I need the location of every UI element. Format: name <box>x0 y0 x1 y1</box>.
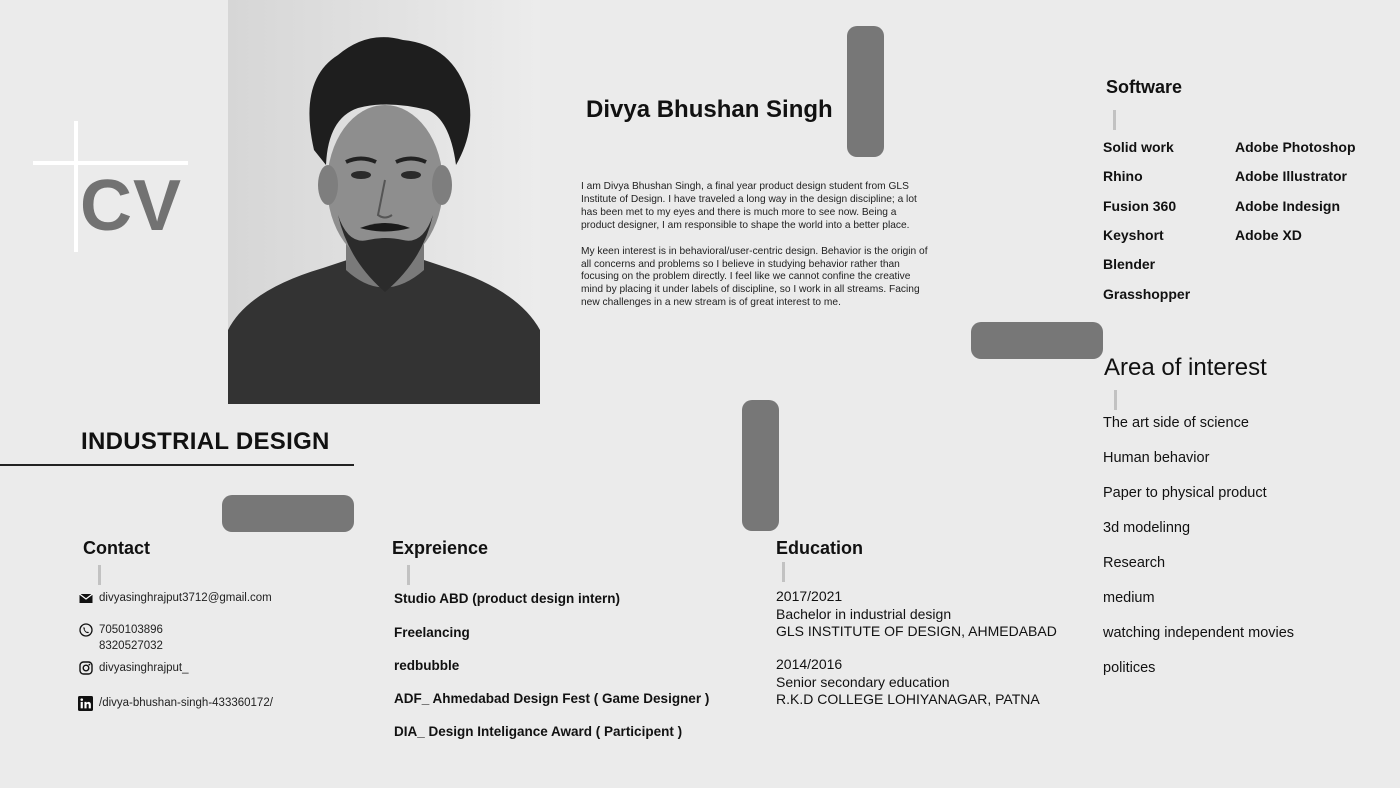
interest-item: medium <box>1103 590 1155 606</box>
discipline-title: INDUSTRIAL DESIGN <box>81 428 330 455</box>
instagram-icon <box>79 661 93 675</box>
linkedin-icon <box>78 696 93 711</box>
person-name: Divya Bhushan Singh <box>586 96 833 123</box>
heading-tick <box>98 565 101 585</box>
experience-heading: Expreience <box>392 538 489 558</box>
education-degree: Senior secondary education <box>776 673 950 690</box>
software-item: Keyshort <box>1103 227 1164 243</box>
software-item: Fusion 360 <box>1103 198 1177 214</box>
education-school: GLS INSTITUTE OF DESIGN, AHMEDABAD <box>776 623 1057 639</box>
contact-email[interactable] <box>79 590 272 606</box>
education-entry <box>776 588 1057 641</box>
interest-item: watching independent movies <box>1103 625 1295 641</box>
instagram-handle: divyasinghrajput_ <box>99 662 189 674</box>
software-item: Adobe Indesign <box>1235 198 1340 214</box>
phone-number: 8320527032 <box>99 640 163 652</box>
contact-linkedin[interactable] <box>78 695 273 711</box>
decorative-bar <box>971 322 1103 359</box>
profile-photo <box>228 0 540 404</box>
contact-heading: Contact <box>83 538 150 558</box>
heading-tick <box>1113 110 1116 130</box>
about-paragraph: I am Divya Bhushan Singh, a final year product design student from GLS Institute of Design. I have traveled a long way in the design discipline; a lot has been met to my eyes and there is much more to see now. Being a product designer, I am responsible to shape the world into a better place. <box>581 181 917 231</box>
decorative-bar <box>847 26 884 157</box>
education-degree: Bachelor in industrial design <box>776 605 952 622</box>
decorative-bar <box>742 400 779 531</box>
interest-item: Human behavior <box>1103 450 1210 466</box>
mail-icon <box>79 591 93 605</box>
linkedin-handle: /divya-bhushan-singh-433360172/ <box>99 697 273 709</box>
cv-horizontal-line <box>33 161 188 165</box>
decorative-bar <box>222 495 354 532</box>
education-years: 2017/2021 <box>776 588 843 604</box>
experience-item: ADF_ Ahmedabad Design Fest ( Game Designer ) <box>394 691 710 706</box>
software-item: Grasshopper <box>1103 286 1191 302</box>
software-item: Adobe Illustrator <box>1235 168 1348 184</box>
about-paragraph: My keen interest is in behavioral/user-centric design. Behavior is the origin of all concerns and problems so I believe in studying behavior rather than focusing on the problem directly. I feel like we cannot confine the creative mind by placing it under labels of discipline, so I work in all streams. Facing new challenges in a new stream is of great interest to me. <box>581 245 928 309</box>
software-item: Blender <box>1103 256 1156 272</box>
software-item: Adobe Photoshop <box>1235 139 1356 155</box>
education-entry <box>776 656 1040 709</box>
software-heading: Software <box>1106 77 1183 97</box>
about-text <box>581 181 931 323</box>
contact-phone[interactable] <box>79 622 163 654</box>
software-item: Adobe XD <box>1235 227 1302 243</box>
experience-item: DIA_ Design Inteligance Award ( Participent ) <box>394 724 683 739</box>
phone-icon <box>79 623 93 637</box>
email-text: divyasinghrajput3712@gmail.com <box>99 592 272 604</box>
interest-heading: Area of interest <box>1104 354 1267 381</box>
heading-tick <box>782 562 785 582</box>
heading-tick <box>1114 390 1117 410</box>
divider <box>0 464 354 466</box>
phone-number: 7050103896 <box>99 624 163 636</box>
interest-item: politices <box>1103 660 1156 676</box>
education-years: 2014/2016 <box>776 656 843 672</box>
cv-title: CV <box>80 166 183 246</box>
education-heading: Education <box>776 538 864 558</box>
interest-item: The art side of science <box>1103 415 1249 431</box>
interest-item: Paper to physical product <box>1103 485 1267 501</box>
software-item: Solid work <box>1103 139 1174 155</box>
software-item: Rhino <box>1103 168 1143 184</box>
experience-item: Studio ABD (product design intern) <box>394 591 620 606</box>
education-school: R.K.D COLLEGE LOHIYANAGAR, PATNA <box>776 691 1040 707</box>
contact-instagram[interactable] <box>79 660 189 676</box>
heading-tick <box>407 565 410 585</box>
experience-item: redbubble <box>394 658 460 673</box>
cv-vertical-line <box>74 121 78 252</box>
interest-item: Research <box>1103 555 1166 571</box>
interest-item: 3d modelinng <box>1103 520 1191 536</box>
experience-item: Freelancing <box>394 625 470 640</box>
